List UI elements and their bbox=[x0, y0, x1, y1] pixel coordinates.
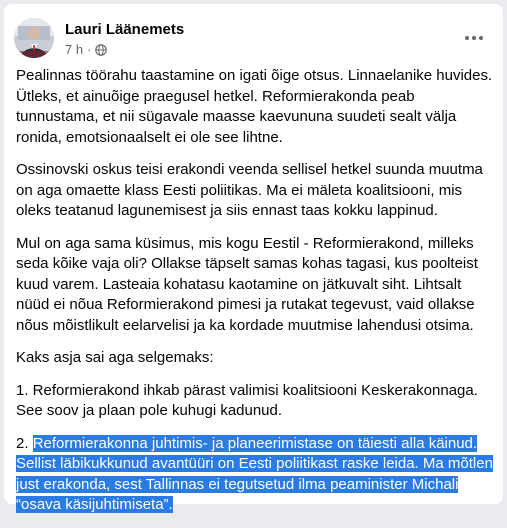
post-paragraph: Kaks asja sai aga selgemaks: bbox=[16, 349, 214, 366]
post-paragraph: Mul on aga sama küsimus, mis kogu Eestil - Reformierakond, milleks seda kõike vaja oli? Ollakse täpselt samas kohas tagasi, kus poolteist kuud varem. Lasteaia kohatasu kaotamine on jätkuvalt siht. Lihtsalt nüüd ei nõua Reformierakond pimesi ja rutakat tegevust, vaid ollakse nõus mõistlikult eelarvelisi ja ka kordade muutmise lahendusi otsima. bbox=[16, 234, 478, 334]
post-paragraph-highlighted bbox=[16, 434, 494, 516]
meta-separator: · bbox=[87, 42, 92, 57]
post-body bbox=[16, 66, 494, 528]
author-name[interactable]: Lauri Läänemets bbox=[65, 21, 185, 38]
author-avatar[interactable] bbox=[14, 18, 54, 58]
post-meta bbox=[65, 42, 107, 57]
post-paragraph: Ossinovski oskus teisi erakondi veenda sellisel hetkel suunda muutma on aga omaette klass Eesti poliitikas. Ma ei mäleta koalitsiooni, mis oleks teatanud lagunemisest ja siis ennast taas kokku lappinud. bbox=[16, 161, 483, 219]
post-paragraph: Pealinnas töörahu taastamine on igati õige otsus. Linnaelanike huvides. Ütleks, et ainuõige praegusel hetkel. Reformierakonda peab tunnustama, et nii sügavale maasse kaevununa suudeti sealt välja ronida, emotsionaalselt ei ole see lihtne. bbox=[16, 67, 493, 146]
post-timestamp[interactable]: 7 h bbox=[65, 42, 84, 57]
post-header bbox=[14, 18, 498, 62]
more-options-icon[interactable] bbox=[460, 26, 488, 50]
post-paragraph: 1. Reformierakond ihkab pärast valimisi koalitsiooni Keskerakonnaga. See soov ja plaan pole kuhugi kadunud. bbox=[16, 381, 478, 419]
avatar-photo bbox=[14, 18, 54, 58]
post-card bbox=[4, 4, 503, 513]
globe-icon[interactable] bbox=[95, 44, 107, 56]
paragraph-number: 2. bbox=[16, 434, 33, 452]
selected-text: Reformierakonna juhtimis- ja planeerimistase on täiesti alla käinud. Sellist läbikukkunud avantüüri on Eesti poliitikast raske leida. Ma mõtlen just erakonda, sest Tallinnas ei tegutsetud ilma peaminister Michali “osava käsijuhtimiseta”. bbox=[16, 434, 493, 513]
